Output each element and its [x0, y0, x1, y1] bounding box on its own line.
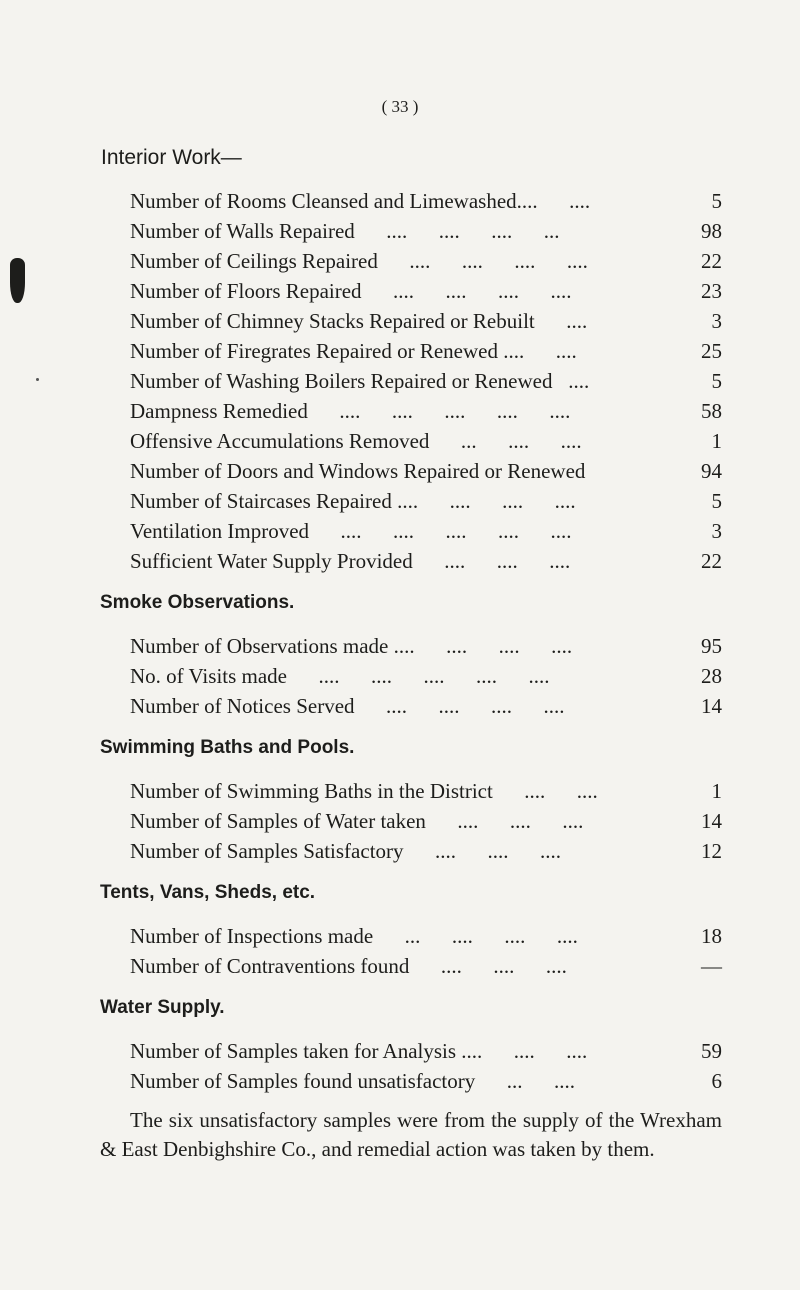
row-label: Number of Ceilings Repaired .... .... .... ....	[130, 249, 588, 273]
row-value: 6	[711, 1069, 722, 1093]
row-value: 23	[701, 279, 722, 303]
row-value: 5	[711, 189, 722, 213]
table-row	[130, 836, 722, 866]
row-label: Number of Doors and Windows Repaired or Renewed	[130, 459, 586, 483]
section-heading-smoke-observations: Smoke Observations.	[100, 592, 295, 613]
row-value: 14	[701, 694, 722, 718]
row-label: Number of Staircases Repaired .... .... .... ....	[130, 489, 576, 513]
row-value: 59	[701, 1039, 722, 1063]
row-label: Offensive Accumulations Removed ... .... ....	[130, 429, 582, 453]
row-label: Number of Chimney Stacks Repaired or Rebuilt ....	[130, 309, 588, 333]
table-row	[130, 276, 722, 306]
section-heading-water-supply: Water Supply.	[100, 997, 225, 1018]
paragraph-text: The six unsatisfactory samples were from the supply of the Wrexham & East Denbighshire Co., and remedial action was taken by them.	[100, 1108, 722, 1161]
table-row	[130, 426, 722, 456]
row-value: 22	[701, 249, 722, 273]
section-heading-interior-work: Interior Work—	[101, 146, 242, 169]
row-label: Number of Swimming Baths in the District .... ....	[130, 779, 598, 803]
row-value: 94	[701, 459, 722, 483]
table-row	[130, 516, 722, 546]
row-label: Number of Samples found unsatisfactory ... ....	[130, 1069, 576, 1093]
table-row	[130, 661, 722, 691]
table-row	[130, 306, 722, 336]
table-row	[130, 486, 722, 516]
row-label: Number of Rooms Cleansed and Limewashed.... ....	[130, 189, 591, 213]
table-row	[130, 776, 722, 806]
row-value: —	[701, 954, 722, 978]
table-row	[130, 921, 722, 951]
table-row	[130, 246, 722, 276]
row-label: Number of Samples taken for Analysis .... .... ....	[130, 1039, 588, 1063]
row-value: 95	[701, 634, 722, 658]
closing-paragraph	[100, 1106, 722, 1164]
row-label: No. of Visits made .... .... .... .... ....	[130, 664, 550, 688]
row-value: 1	[711, 779, 722, 803]
table-row	[130, 806, 722, 836]
margin-ink-mark	[10, 258, 25, 303]
row-label: Number of Samples Satisfactory .... .... ....	[130, 839, 562, 863]
row-label: Number of Inspections made ... .... .... ....	[130, 924, 578, 948]
table-row	[130, 546, 722, 576]
row-label: Sufficient Water Supply Provided .... .... ....	[130, 549, 571, 573]
table-row	[130, 631, 722, 661]
row-label: Ventilation Improved .... .... .... .... ....	[130, 519, 572, 543]
row-value: 5	[711, 369, 722, 393]
table-row	[130, 951, 722, 981]
row-label: Number of Walls Repaired .... .... .... ...	[130, 219, 560, 243]
row-label: Number of Observations made .... .... .... ....	[130, 634, 573, 658]
row-value: 5	[711, 489, 722, 513]
row-value: 1	[711, 429, 722, 453]
table-row	[130, 186, 722, 216]
table-row	[130, 216, 722, 246]
row-label: Number of Washing Boilers Repaired or Renewed ....	[130, 369, 590, 393]
table-row	[130, 336, 722, 366]
row-label: Number of Contraventions found .... .... ....	[130, 954, 567, 978]
row-value: 25	[701, 339, 722, 363]
row-value: 14	[701, 809, 722, 833]
table-row	[130, 1066, 722, 1096]
row-value: 18	[701, 924, 722, 948]
row-value: 98	[701, 219, 722, 243]
table-row	[130, 456, 722, 486]
page-number: ( 33 )	[381, 97, 419, 116]
row-label: Dampness Remedied .... .... .... .... ....	[130, 399, 571, 423]
table-row	[130, 366, 722, 396]
row-label: Number of Samples of Water taken .... .... ....	[130, 809, 584, 833]
row-value: 28	[701, 664, 722, 688]
margin-dot	[36, 378, 39, 381]
row-label: Number of Firegrates Repaired or Renewed .... ....	[130, 339, 577, 363]
section-heading-tents-vans-sheds: Tents, Vans, Sheds, etc.	[100, 882, 316, 903]
row-value: 22	[701, 549, 722, 573]
row-value: 3	[711, 309, 722, 333]
row-value: 3	[711, 519, 722, 543]
row-value: 12	[701, 839, 722, 863]
row-label: Number of Notices Served .... .... .... ....	[130, 694, 565, 718]
table-row	[130, 691, 722, 721]
row-value: 58	[701, 399, 722, 423]
row-label: Number of Floors Repaired .... .... .... ....	[130, 279, 572, 303]
section-heading-swimming-baths: Swimming Baths and Pools.	[100, 737, 355, 758]
table-row	[130, 1036, 722, 1066]
table-row	[130, 396, 722, 426]
